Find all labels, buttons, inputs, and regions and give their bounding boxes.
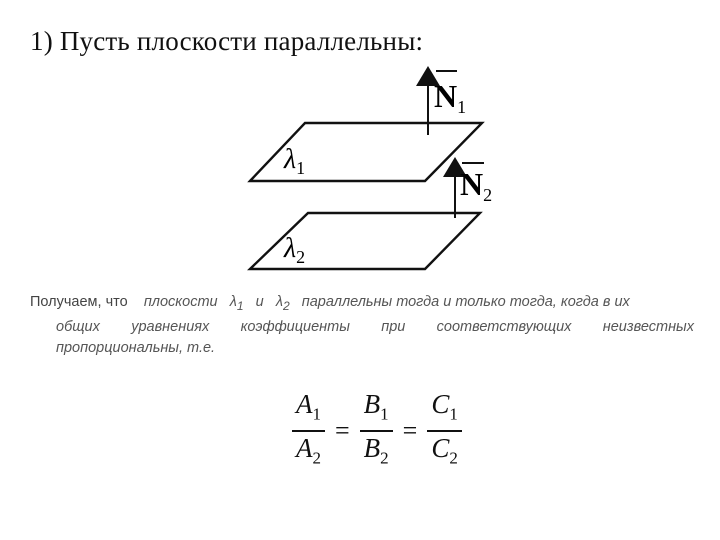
text-segment-italic: плоскости: [143, 294, 218, 310]
plane-2-label: $\lambda_2$: [284, 233, 306, 267]
normal-1-label: N1: [434, 78, 467, 117]
fraction-c: $\frac{C_1}{C_2}$: [427, 388, 462, 474]
plane-1-label: $\lambda_1$: [284, 144, 306, 178]
paragraph-line-3: пропорциональны, т.е.: [56, 339, 216, 356]
word: соответствующих: [436, 318, 572, 335]
lambda-2-inline: $\lambda_2$: [275, 294, 290, 313]
word: при: [381, 318, 406, 335]
paragraph-line-2: [30, 317, 694, 338]
fraction-b: $\frac{B_1}{B_2}$: [360, 388, 393, 474]
word: уравнениях: [131, 318, 210, 335]
paragraph-line-1: [30, 292, 694, 317]
word: общих: [56, 318, 100, 335]
proportionality-formula: [288, 388, 466, 474]
equals-sign: =: [335, 416, 350, 446]
lambda-1-inline: $\lambda_1$: [229, 294, 244, 313]
fraction-a: $\frac{A_1}{A_2}$: [292, 388, 325, 474]
equals-sign: =: [402, 416, 418, 446]
word: неизвестных: [602, 318, 694, 335]
text-segment-italic: параллельны тогда и только тогда, когда в их: [301, 294, 630, 310]
normal-2-label: N2: [460, 166, 493, 205]
word: коэффициенты: [240, 318, 350, 335]
explanation-paragraph: [30, 292, 694, 359]
text-segment-italic: и: [255, 294, 264, 310]
slide-title: 1) Пусть плоскости параллельны:: [30, 26, 424, 56]
text-segment: Получаем, что: [30, 294, 128, 310]
